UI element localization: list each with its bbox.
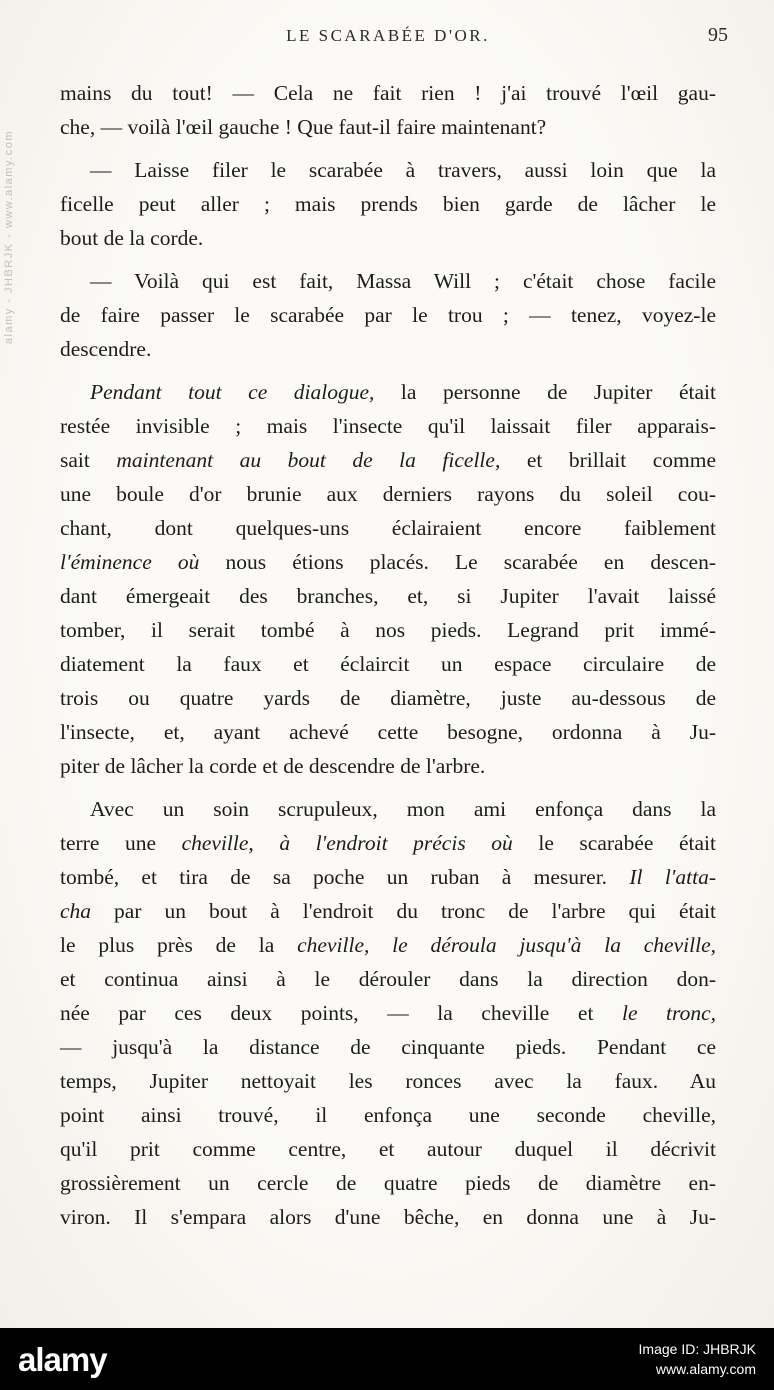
alamy-meta: [639, 1339, 756, 1380]
text-line: [60, 511, 716, 545]
text-line: [60, 264, 716, 298]
text-line: [60, 894, 716, 928]
text-segment: chant, dont quelques-uns éclairaient encore faiblement: [60, 516, 716, 540]
text-segment: grossièrement un cercle de quatre pieds de diamètre en-: [60, 1171, 716, 1195]
text-segment: viron. Il s'empara alors d'une bêche, en donna une à Ju-: [60, 1205, 716, 1229]
text-line: [60, 375, 716, 409]
text-segment: l'éminence où: [60, 550, 226, 574]
text-segment: temps, Jupiter nettoyait les ronces avec la faux. Au: [60, 1069, 716, 1093]
text-line: [60, 477, 716, 511]
text-segment: tombé, et tira de sa poche un ruban à mesurer.: [60, 865, 630, 889]
text-line: [60, 153, 716, 187]
alamy-url-text: www.alamy.com: [655, 1361, 756, 1377]
text-line: [60, 928, 716, 962]
text-segment: qu'il prit comme centre, et autour duquel il décrivit: [60, 1137, 716, 1161]
text-line: [60, 1064, 716, 1098]
text-segment: cha: [60, 899, 115, 923]
text-segment: Avec un soin scrupuleux, mon ami enfonça dans la: [90, 797, 716, 821]
text-segment: le scarabée était: [538, 831, 717, 855]
text-line: [60, 647, 716, 681]
text-segment: terre une: [60, 831, 182, 855]
text-segment: — Laisse filer le scarabée à travers, aussi loin que la: [90, 158, 716, 182]
text-line: [60, 860, 716, 894]
text-line: [60, 76, 716, 110]
text-segment: — jusqu'à la distance de cinquante pieds. Pendant ce: [60, 1035, 716, 1059]
text-line: [60, 110, 716, 144]
page-number: 95: [708, 24, 728, 46]
text-segment: le plus près de la: [60, 933, 298, 957]
text-segment: le tronc,: [621, 1001, 716, 1025]
text-segment: cheville, le déroula jusqu'à la cheville,: [297, 933, 716, 957]
text-segment: restée invisible ; mais l'insecte qu'il laissait filer apparais-: [60, 414, 716, 438]
text-segment: Pendant tout ce dialogue,: [90, 380, 401, 404]
side-watermark-text: alamy - JHBRJK - www.alamy.com: [3, 130, 15, 345]
text-segment: bout de la corde.: [60, 226, 204, 250]
text-segment: de faire passer le scarabée par le trou ; — tenez, voyez-le: [60, 303, 716, 327]
text-segment: descendre.: [60, 337, 152, 361]
page-text: [60, 76, 716, 1234]
paragraph: [60, 792, 716, 1234]
image-id-text: Image ID: JHBRJK: [638, 1340, 756, 1357]
text-segment: dant émergeait des branches, et, si Jupiter l'avait laissé: [60, 584, 716, 608]
paragraph: [60, 76, 716, 144]
text-line: [60, 1166, 716, 1200]
text-segment: Il l'atta-: [629, 865, 716, 889]
text-segment: née par ces deux points, — la cheville et: [60, 1001, 622, 1025]
text-segment: l'insecte, et, ayant achevé cette besogne, ordonna à Ju-: [60, 720, 716, 744]
text-line: [60, 545, 716, 579]
text-segment: ficelle peut aller ; mais prends bien garde de lâcher le: [60, 192, 716, 216]
text-segment: la personne de Jupiter était: [400, 380, 716, 404]
text-segment: point ainsi trouvé, il enfonça une seconde cheville,: [60, 1103, 716, 1127]
text-segment: cheville, à l'endroit précis où: [181, 831, 539, 855]
text-segment: piter de lâcher la corde et de descendre de l'arbre.: [60, 754, 486, 778]
paragraph: [60, 264, 716, 366]
alamy-logo: alamy: [18, 1340, 107, 1378]
text-line: [60, 1200, 716, 1234]
text-segment: et brillait comme: [526, 448, 716, 472]
text-line: [60, 681, 716, 715]
text-segment: che, — voilà l'œil gauche ! Que faut-il faire maintenant?: [60, 115, 547, 139]
text-segment: une boule d'or brunie aux derniers rayons du soleil cou-: [60, 482, 716, 506]
text-segment: et continua ainsi à le dérouler dans la direction don-: [60, 967, 716, 991]
alamy-watermark-bar: [0, 1328, 774, 1390]
text-segment: maintenant au bout de la ficelle,: [116, 448, 527, 472]
page-content: [60, 0, 728, 1234]
text-segment: par un bout à l'endroit du tronc de l'arbre qui était: [114, 899, 716, 923]
text-line: [60, 749, 716, 783]
page-header: [60, 24, 728, 56]
text-line: [60, 1030, 716, 1064]
text-line: [60, 613, 716, 647]
text-segment: sait: [60, 448, 117, 472]
text-segment: — Voilà qui est fait, Massa Will ; c'était chose facile: [90, 269, 716, 293]
paragraph: [60, 153, 716, 255]
text-line: [60, 332, 716, 366]
text-line: [60, 826, 716, 860]
text-line: [60, 187, 716, 221]
text-line: [60, 1132, 716, 1166]
text-line: [60, 792, 716, 826]
text-line: [60, 962, 716, 996]
text-segment: nous étions placés. Le scarabée en descen-: [225, 550, 716, 574]
text-line: [60, 298, 716, 332]
text-segment: mains du tout! — Cela ne fait rien ! j'ai trouvé l'œil gau-: [60, 81, 716, 105]
text-line: [60, 221, 716, 255]
text-line: [60, 1098, 716, 1132]
paragraph: [60, 375, 716, 783]
text-line: [60, 579, 716, 613]
text-line: [60, 715, 716, 749]
text-segment: trois ou quatre yards de diamètre, juste au-dessous de: [60, 686, 716, 710]
text-segment: diatement la faux et éclaircit un espace circulaire de: [60, 652, 716, 676]
running-title: LE SCARABÉE D'OR.: [286, 26, 490, 45]
text-line: [60, 443, 716, 477]
text-line: [60, 409, 716, 443]
text-line: [60, 996, 716, 1030]
text-segment: tomber, il serait tombé à nos pieds. Legrand prit immé-: [60, 618, 716, 642]
